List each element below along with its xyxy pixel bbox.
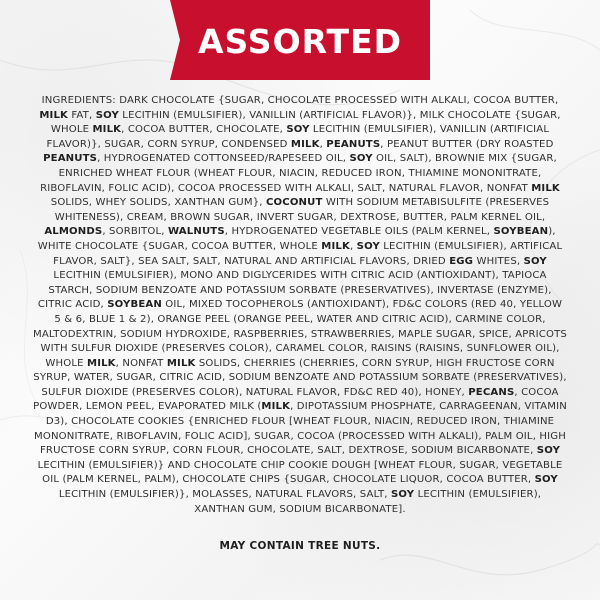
allergen-highlight: SOY: [536, 445, 561, 457]
ingredients-segment: , HYDROGENATED COTTONSEED/RAPESEED OIL,: [97, 153, 350, 165]
ingredients-segment: , NONFAT: [115, 357, 167, 369]
ingredients-segment: LECITHIN (EMULSIFIER), VANILLIN (ARTIFICIAL FLAVOR)}, MILK CHOCOLATE {SUGAR, WHOLE: [50, 109, 561, 136]
ingredients-segment: SOLIDS, WHEY SOLIDS, XANTHAN GUM},: [50, 197, 266, 209]
allergen-highlight: EGG: [449, 255, 474, 267]
ingredients-segment: , HYDROGENATED VEGETABLE OILS (PALM KERNEL,: [224, 226, 494, 238]
ingredients-text: [33, 94, 567, 517]
allergen-highlight: MILK: [321, 240, 350, 252]
allergen-highlight: SOY: [523, 255, 547, 267]
allergen-highlight: SOY: [349, 153, 373, 165]
ingredients-segment: LECITHIN (EMULSIFIER), VANILLIN (ARTIFICIAL FLAVOR)}, SUGAR, CORN SYRUP, CONDENSED: [46, 124, 550, 150]
allergen-highlight: PECANS: [468, 386, 515, 398]
ingredients-segment: FAT,: [68, 109, 96, 121]
allergen-highlight: WALNUTS: [167, 226, 225, 238]
banner-title: ASSORTED: [197, 22, 403, 61]
allergen-highlight: MILK: [290, 138, 320, 150]
allergen-highlight: ALMONDS: [44, 226, 103, 238]
allergen-highlight: SOYBEAN: [107, 299, 162, 311]
allergen-highlight: MILK: [531, 182, 560, 194]
ingredients-segment: , SORBITOL,: [102, 226, 168, 238]
ingredients-segment: , DIPOTASSIUM PHOSPHATE, CARRAGEENAN, VITAMIN D3), CHOCOLATE COOKIES {ENRICHED FLOUR [WHEAT FLOUR, NIACIN, REDUCED IRON, THIAMINE MONONITRATE, RIBOFLAVIN, FOLIC ACID], SUGAR, COCOA (PROCESSED WITH ALKALI), PALM OIL, HIGH FRUCTOSE CORN SYRUP, CORN FLOUR, CHOCOLATE, SALT, DEXTROSE, SODIUM BICARBONATE,: [34, 401, 567, 457]
allergen-highlight: MILK: [92, 124, 122, 136]
allergen-highlight: COCONUT: [265, 197, 323, 209]
allergen-highlight: MILK: [166, 357, 196, 369]
allergen-highlight: MILK: [39, 109, 68, 121]
assorted-banner: [0, 0, 600, 90]
allergen-highlight: PEANUTS: [326, 138, 381, 150]
ingredients-segment: ,: [349, 240, 357, 252]
ingredients-segment: ,: [319, 138, 327, 150]
ingredients-segment: LECITHIN (EMULSIFIER)} AND CHOCOLATE CHIP COOKIE DOUGH [WHEAT FLOUR, SUGAR, VEGETABLE OIL (PALM KERNEL, PALM), CHOCOLATE CHIPS {SUGAR, CHOCOLATE LIQUOR, COCOA BUTTER,: [37, 459, 563, 486]
ingredients-segment: , PEANUT BUTTER (DRY ROASTED: [380, 138, 554, 150]
allergen-highlight: MILK: [261, 401, 291, 413]
ingredients-segment: INGREDIENTS: DARK CHOCOLATE {SUGAR, CHOCOLATE PROCESSED WITH ALKALI, COCOA BUTTER,: [41, 95, 559, 106]
ingredients-segment: OIL, SALT), BROWNIE MIX {SUGAR, ENRICHED WHEAT FLOUR (WHEAT FLOUR, NIACIN, REDUCED IRON, THIAMINE MONONITRATE, RIBOFLAVIN, FOLIC ACID), COCOA PROCESSED WITH ALKALI, SALT, NATURAL FLAVOR, NONFAT: [40, 153, 557, 194]
ingredients-segment: LECITHIN (EMULSIFIER), MONO AND DIGLYCERIDES WITH CITRIC ACID (ANTIOXIDANT), TAPIOCA STARCH, SODIUM BENZOATE AND POTASSIUM SORBATE (PRESERVATIVES), INVERTASE (ENZYME), CITRIC ACID,: [37, 270, 552, 311]
allergen-highlight: MILK: [87, 357, 116, 369]
allergen-highlight: SOY: [95, 109, 119, 121]
allergen-highlight: SOYBEAN: [493, 226, 549, 238]
allergen-highlight: SOY: [391, 489, 415, 501]
ingredients-segment: OIL, MIXED TOCOPHEROLS (ANTIOXIDANT), FD&C COLORS (RED 40, YELLOW 5 & 6, BLUE 1 & 2), ORANGE PEEL (ORANGE PEEL, WATER AND CITRIC ACID), CARMINE COLOR, MALTODEXTRIN, SODIUM HYDROXIDE, RASPBERRIES, STRAWBERRIES, MAPLE SUGAR, SPICE, APRICOTS WITH SULFUR DIOXIDE (PRESERVES COLOR), CARAMEL COLOR, RAISINS (RAISINS, SUNFLOWER OIL), WHOLE: [33, 299, 567, 369]
ingredients-segment: LECITHIN (EMULSIFIER), XANTHAN GUM, SODIUM BICARBONATE].: [194, 489, 542, 515]
allergen-warning: MAY CONTAIN TREE NUTS.: [219, 540, 381, 552]
allergen-highlight: SOY: [356, 240, 380, 252]
ingredients-segment: , COCOA BUTTER, CHOCOLATE,: [121, 124, 287, 136]
allergen-highlight: SOY: [286, 124, 310, 136]
ingredients-segment: WITH SODIUM METABISULFITE (PRESERVES WHITENESS), CREAM, BROWN SUGAR, INVERT SUGAR, DEXTROSE, BUTTER, PALM KERNEL OIL,: [54, 197, 550, 223]
ingredients-segment: LECITHIN (EMULSIFIER)}, MOLASSES, NATURAL FLAVORS, SALT,: [58, 489, 391, 501]
ingredients-segment: LECITHIN (EMULSIFIER), ARTIFICAL FLAVOR, SALT}, SEA SALT, SALT, NATURAL AND ARTIFICIAL FLAVORS, DRIED: [53, 240, 563, 267]
allergen-highlight: PEANUTS: [43, 153, 98, 165]
ingredients-segment: SOLIDS, CHERRIES (CHERRIES, CORN SYRUP, HIGH FRUCTOSE CORN SYRUP, WATER, SUGAR, CITRIC ACID, SODIUM BENZOATE AND POTASSIUM SORBATE (PRESERVATIVES), SULFUR DIOXIDE (PRESERVES COLOR), NATURAL FLAVOR, FD&C RED 40), HONEY,: [33, 357, 567, 398]
allergen-highlight: SOY: [534, 474, 558, 486]
ingredients-segment: , COCOA POWDER, LEMON PEEL, EVAPORATED MILK (: [33, 386, 559, 413]
ingredients-segment: ), WHITE CHOCOLATE {SUGAR, COCOA BUTTER, WHOLE: [37, 226, 556, 252]
ingredients-segment: WHITES,: [473, 255, 524, 267]
